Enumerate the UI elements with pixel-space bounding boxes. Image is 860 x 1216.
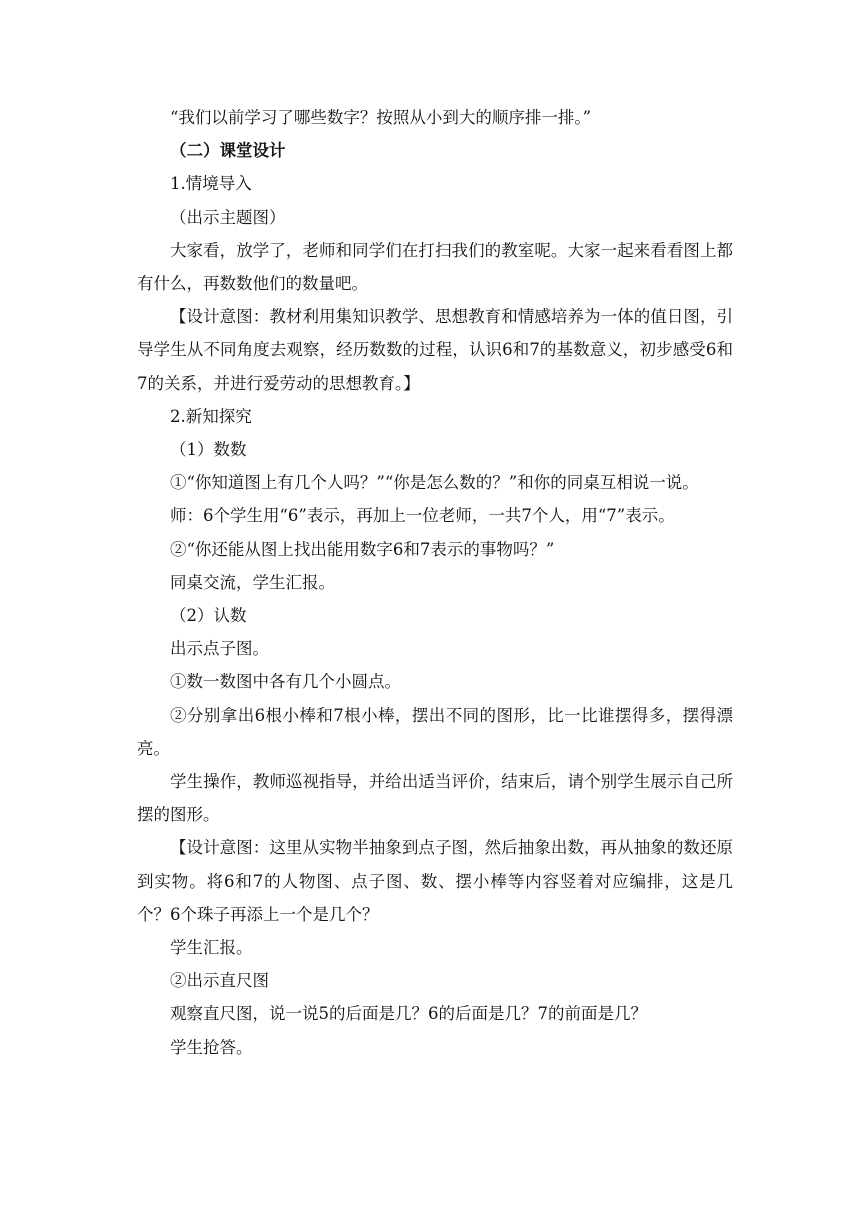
paragraph-question-objects: ②“你还能从图上找出能用数字6和7表示的事物吗？”: [170, 539, 555, 559]
subheading-situation-intro: 1.情境导入: [170, 174, 252, 194]
paragraph-count-dots: ①数一数图中各有几个小圆点。: [170, 672, 401, 692]
paragraph-intro-description: 大家看，放学了，老师和同学们在打扫我们的教室呢。大家一起来看看图上都有什么，再数数他们的数量吧。: [137, 240, 733, 294]
paragraph-students-answer: 学生抢答。: [170, 1037, 253, 1057]
section-heading-classroom-design: （二）课堂设计: [170, 141, 286, 161]
paragraph-question-people: ①“你知道图上有几个人吗？”“你是怎么数的？”和你的同桌互相说一说。: [170, 473, 699, 493]
document-body: [137, 101, 733, 1064]
paragraph-teacher-explanation: 师：6个学生用“6”表示，再加上一位老师，一共7个人，用“7”表示。: [170, 506, 675, 526]
subheading-recognize-numbers: （2）认数: [170, 606, 247, 626]
paragraph-peer-exchange: 同桌交流，学生汇报。: [170, 572, 335, 592]
paragraph-design-intent-2: 【设计意图：这里从实物半抽象到点子图，然后抽象出数，再从抽象的数还原到实物。将6和7的人物图、点子图、数、摆小棒等内容竖着对应编排，这是几个？6个珠子再添上一个是几个？: [137, 838, 733, 924]
paragraph-student-operation: 学生操作，教师巡视指导，并给出适当评价，结束后，请个别学生展示自己所摆的图形。: [137, 772, 733, 825]
paragraph-student-report: 学生汇报。: [170, 938, 253, 958]
paragraph-design-intent-1: 【设计意图：教材利用集知识教学、思想教育和情感培养为一体的值日图，引导学生从不同角度去观察，经历数数的过程，认识6和7的基数意义，初步感受6和7的关系，并进行爱劳动的思想教育。】: [137, 307, 733, 393]
subheading-new-knowledge: 2.新知探究: [170, 406, 252, 426]
paragraph-show-theme-picture: （出示主题图）: [170, 207, 286, 227]
paragraph-quote: “我们以前学习了哪些数字？按照从小到大的顺序排一排。”: [170, 108, 592, 127]
paragraph-show-dot-picture: 出示点子图。: [170, 639, 269, 659]
paragraph-sticks-activity: ②分别拿出6根小棒和7根小棒，摆出不同的图形，比一比谁摆得多，摆得漂亮。: [137, 705, 733, 758]
paragraph-show-ruler: ②出示直尺图: [170, 971, 269, 991]
subheading-counting: （1）数数: [170, 440, 247, 460]
paragraph-observe-ruler: 观察直尺图，说一说5的后面是几？6的后面是几？7的前面是几？: [170, 1004, 647, 1024]
